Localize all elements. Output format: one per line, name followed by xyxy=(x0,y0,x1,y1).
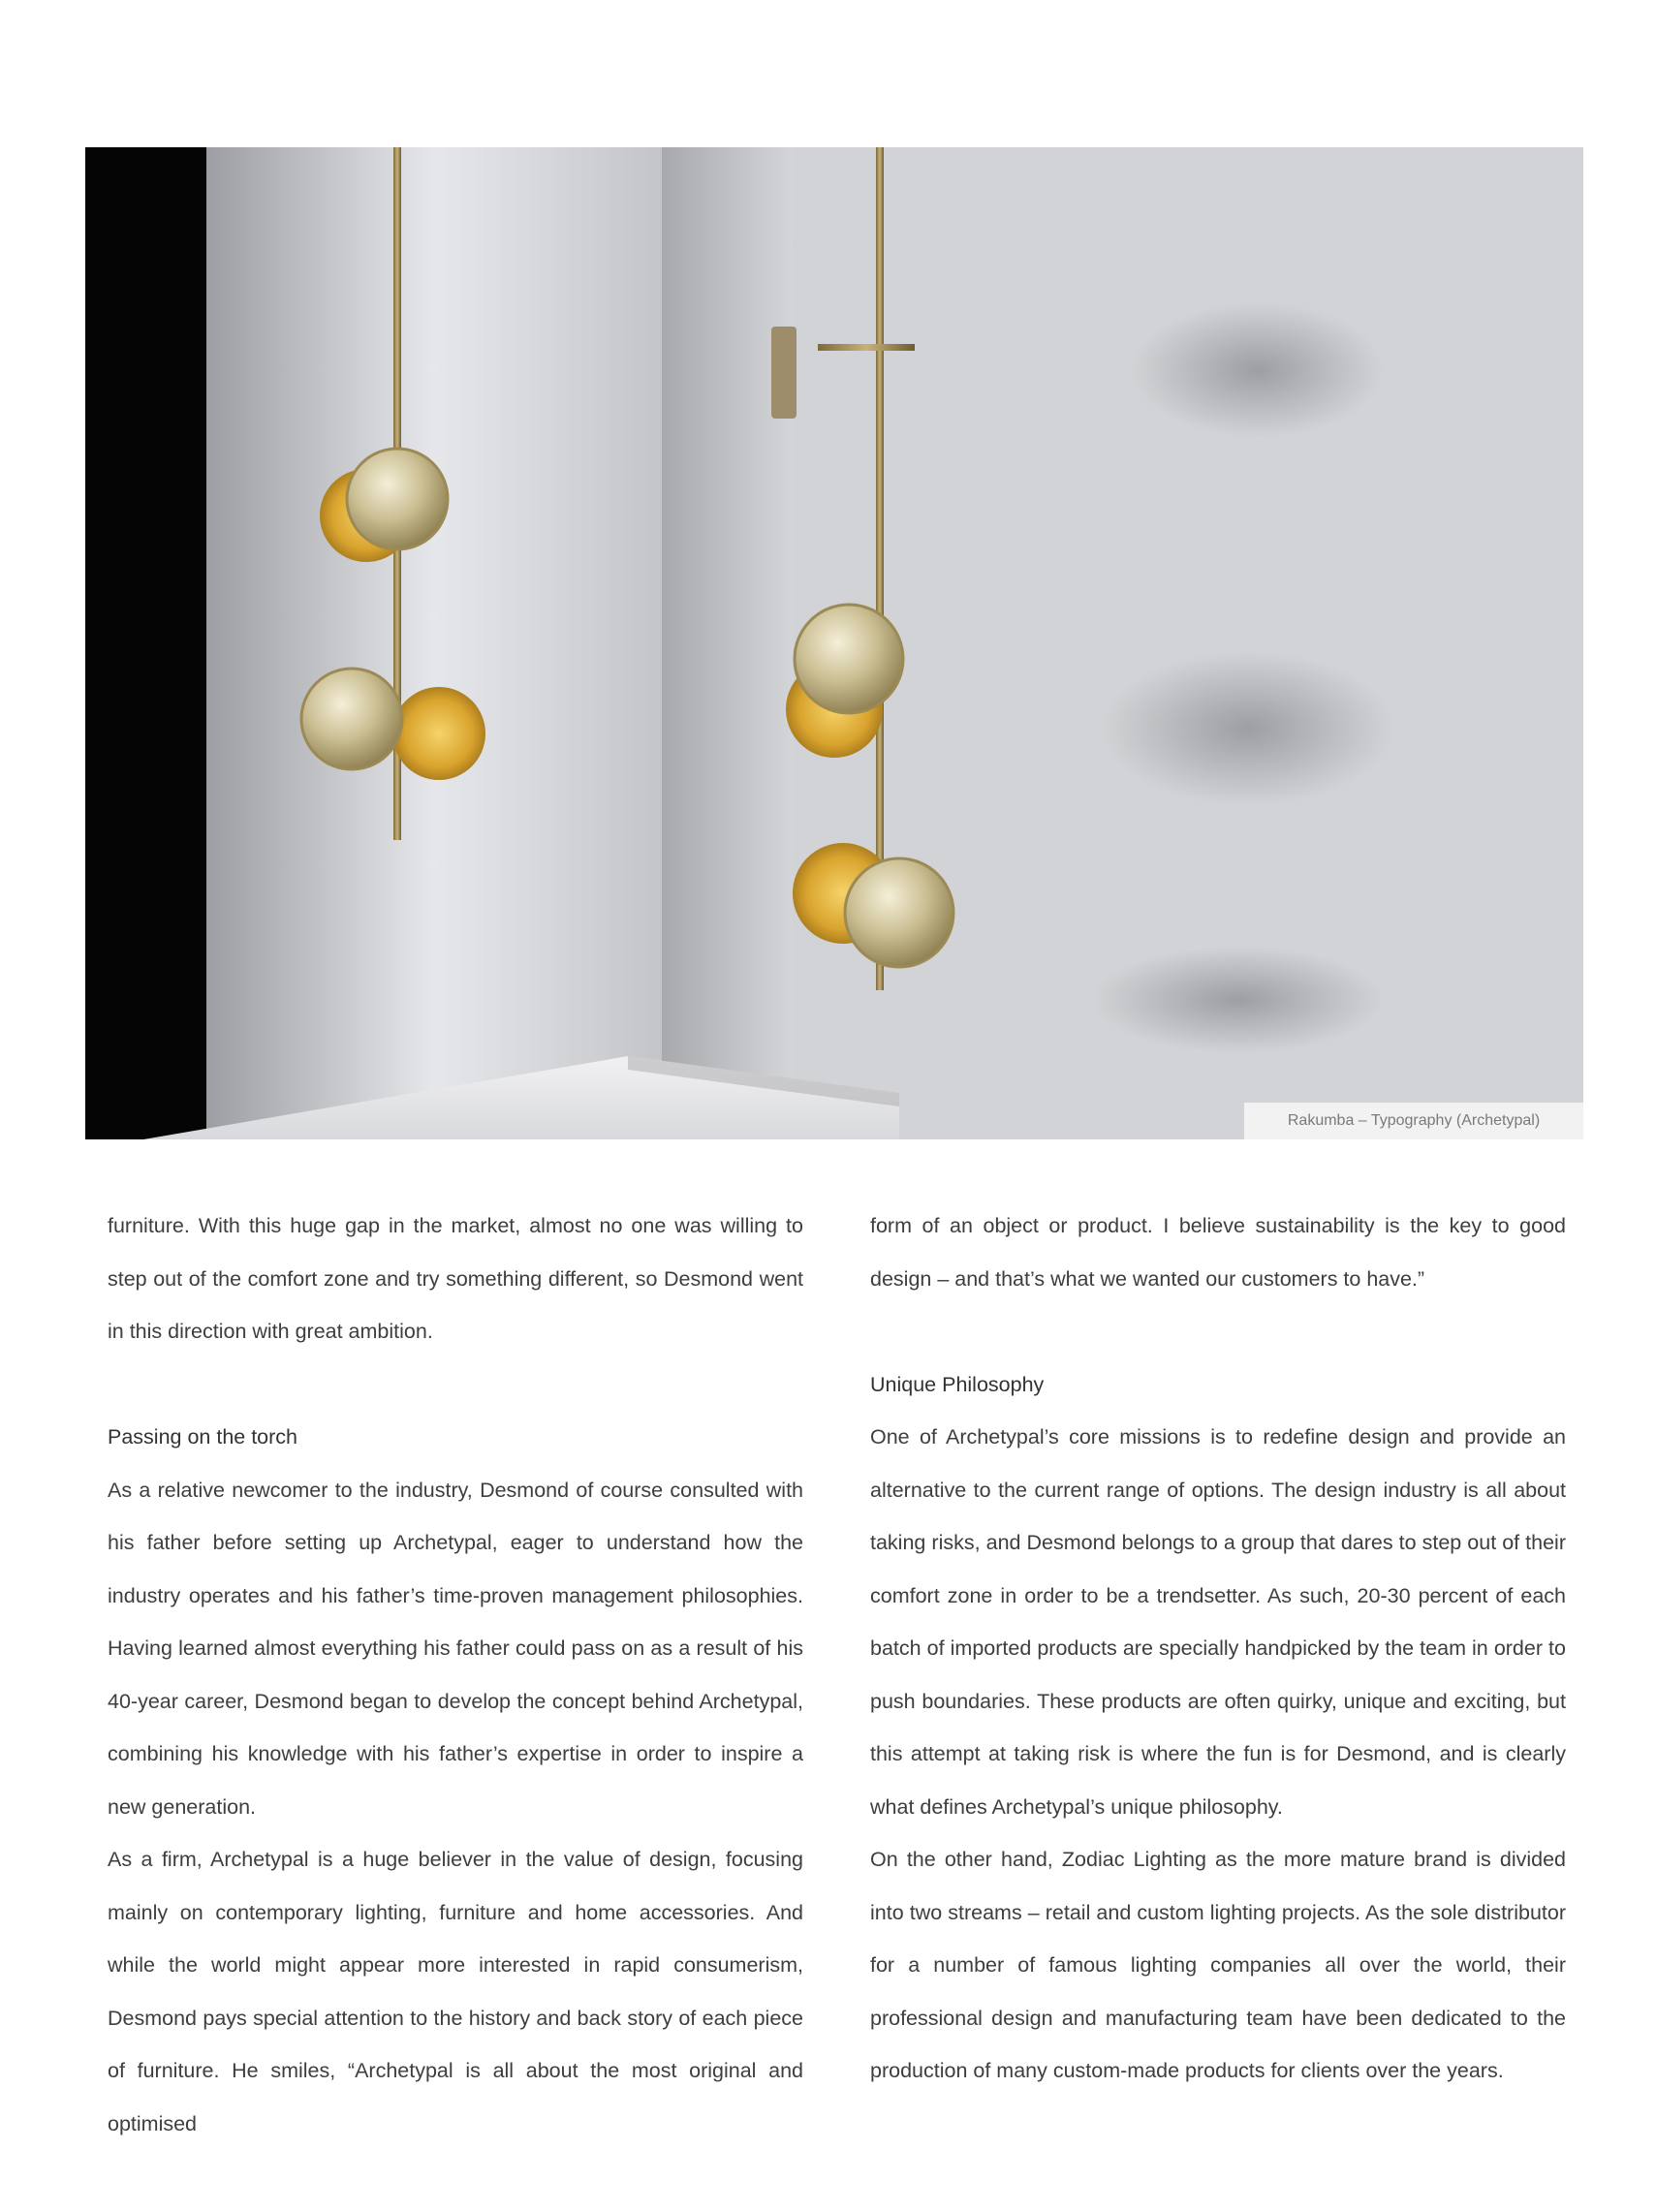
photo-caption: Rakumba – Typography (Archetypal) xyxy=(1244,1103,1583,1139)
section-heading-unique-philosophy: Unique Philosophy xyxy=(870,1372,1045,1396)
right-intro-paragraph: form of an object or product. I believe sustainability is the key to good design – and that’s what we wanted our customers to have.” xyxy=(870,1214,1566,1291)
left-paragraph-2: As a firm, Archetypal is a huge believer in the value of design, focusing mainly on contemporary lighting, furniture and home accessories. And while the world might appear more interested in rapid consumerism, Desmond pays special attention to the history and back story of each piece of furniture. He smiles, “Archetypal is all about the most original and optimised xyxy=(108,1848,803,2135)
hero-photo xyxy=(85,147,1583,1139)
right-paragraph-1: One of Archetypal’s core missions is to redefine design and provide an alternative to the current range of options. The design industry is all about taking risks, and Desmond belongs to a group that dares to step out of their comfort zone in order to be a trendsetter. As such, 20-30 percent of each batch of imported products are specially handpicked by the team in order to push boundaries. These products are often quirky, unique and exciting, but this attempt at taking risk is where the fun is for Desmond, and is clearly what defines Archetypal’s unique philosophy. xyxy=(870,1425,1566,1819)
left-paragraph-1: As a relative newcomer to the industry, Desmond of course consulted with his father before setting up Archetypal, eager to understand how the industry operates and his father’s time-proven management philosophies. Having learned almost everything his father could pass on as a result of his 40-year career, Desmond began to develop the concept behind Archetypal, combining his knowledge with his father’s expertise in order to inspire a new generation. xyxy=(108,1478,803,1819)
pendant-lights-photo xyxy=(85,147,1583,1139)
right-column xyxy=(870,1199,1566,2098)
left-intro-paragraph: furniture. With this huge gap in the market, almost no one was willing to step out of the comfort zone and try something different, so Desmond went in this direction with great ambition. xyxy=(108,1214,803,1343)
section-heading-passing-on-the-torch: Passing on the torch xyxy=(108,1425,298,1449)
right-paragraph-2: On the other hand, Zodiac Lighting as the more mature brand is divided into two streams – retail and custom lighting projects. As the sole distributor for a number of famous lighting companies all over the world, their professional design and manufacturing team have been dedicated to the production of many custom-made products for clients over the years. xyxy=(870,1848,1566,2082)
left-column xyxy=(108,1199,803,2150)
